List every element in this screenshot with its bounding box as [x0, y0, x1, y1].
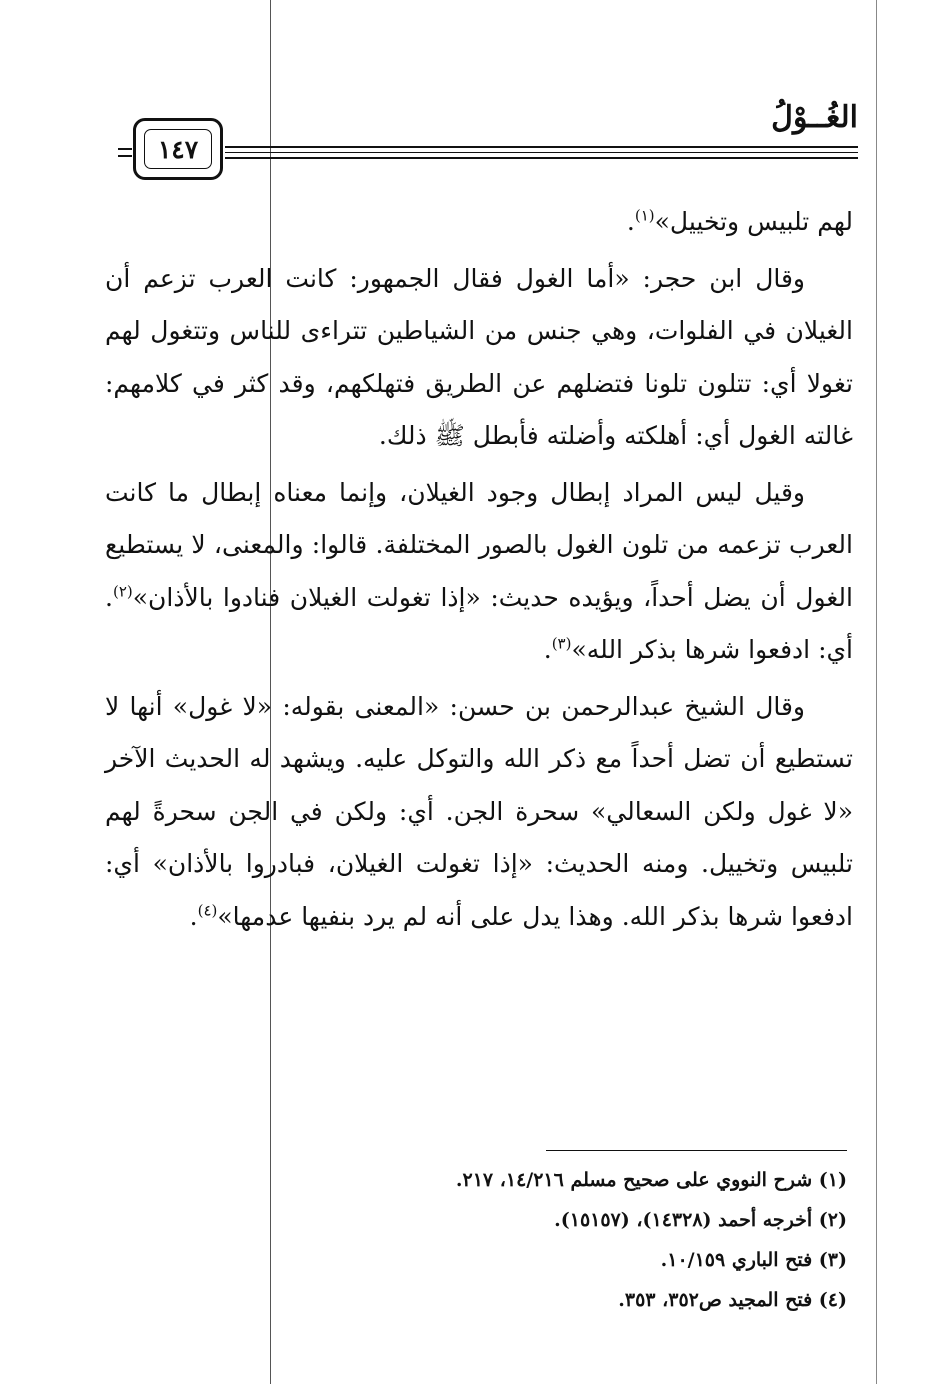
main-text [105, 196, 853, 947]
footnote-ref-2: (٢) [112, 582, 133, 601]
page-number: ١٤٧ [144, 129, 212, 169]
paragraph-1-end: . [626, 207, 635, 236]
paragraph-1 [105, 196, 853, 249]
paragraph-2 [105, 253, 853, 463]
footnote-3: (٣) فتح الباري ١٠/١٥٩. [660, 1249, 847, 1271]
paragraph-3 [105, 467, 853, 677]
chapter-title: الغُــوْلُ [771, 100, 858, 135]
paragraph-4-end: . [189, 901, 198, 931]
paragraph-2-text: وقال ابن حجر: «أما الغول فقال الجمهور: كانت العرب تزعم أن الغيلان في الفلوات، وهي جنس من الشياطين تتراءى للناس وتتغول لهم تغولا أي: تتلون تلونا فتضلهم عن الطريق فتهلكهم، وقد كثر في كلامهم: غالته الغول أي: أهلكته وأضلته فأبطل ﷺ ذلك. [105, 263, 853, 450]
header-rule-middle [225, 152, 858, 153]
footnote-2: (٢) أخرجه أحمد (١٤٣٢٨)، (١٥١٥٧). [554, 1209, 847, 1231]
footnote-ref-1: (١) [634, 206, 655, 225]
paragraph-3-end: . [543, 635, 552, 664]
footnote-4: (٤) فتح المجيد ص٣٥٢، ٣٥٣. [618, 1289, 847, 1311]
paragraph-3-text: وقيل ليس المراد إبطال وجود الغيلان، وإنما معناه إبطال ما كانت العرب تزعمه من تلون الغول بالصور المختلفة. قالوا: والمعنى، لا يستطيع الغول أن يضل أحداً، ويؤيده حديث: «إذا تغولت الغيلان فنادوا بالأذان» [105, 477, 853, 612]
header-rule-top [225, 146, 858, 148]
footnote-ref-3: (٣) [551, 634, 572, 653]
paragraph-4 [105, 681, 853, 944]
footnote-1: (١) شرح النووي على صحيح مسلم ١٤/٢١٦، ٢١٧. [455, 1169, 847, 1191]
paragraph-3-text-b: . أي: ادفعوا شرها بذكر الله» [105, 582, 853, 664]
footnotes [347, 1160, 847, 1320]
page-number-frame [133, 118, 223, 180]
paragraph-1-text: لهم تلبيس وتخييل» [654, 207, 853, 236]
paragraph-4-text: وقال الشيخ عبدالرحمن بن حسن: «المعنى بقوله: «لا غول» أنها لا تستطيع أن تضل أحداً مع ذكر الله والتوكل عليه. ويشهد له الحديث الآخر «لا غول ولكن السعالي» سحرة الجن. أي: ولكن في الجن سحرةً لهم تلبيس وتخييل. ومنه الحديث: «إذا تغولت الغيلان، فبادروا بالأذان» أي: ادفعوا شرها بذكر الله. وهذا يدل على أنه لم يرد بنفيها عدمها» [105, 691, 853, 931]
scan-line-right [876, 0, 877, 1384]
header-tick-bottom [118, 155, 132, 157]
footnote-separator [546, 1150, 847, 1151]
header-rule-bottom [225, 157, 858, 159]
header-tick-top [118, 148, 132, 150]
footnote-ref-4: (٤) [197, 901, 218, 920]
